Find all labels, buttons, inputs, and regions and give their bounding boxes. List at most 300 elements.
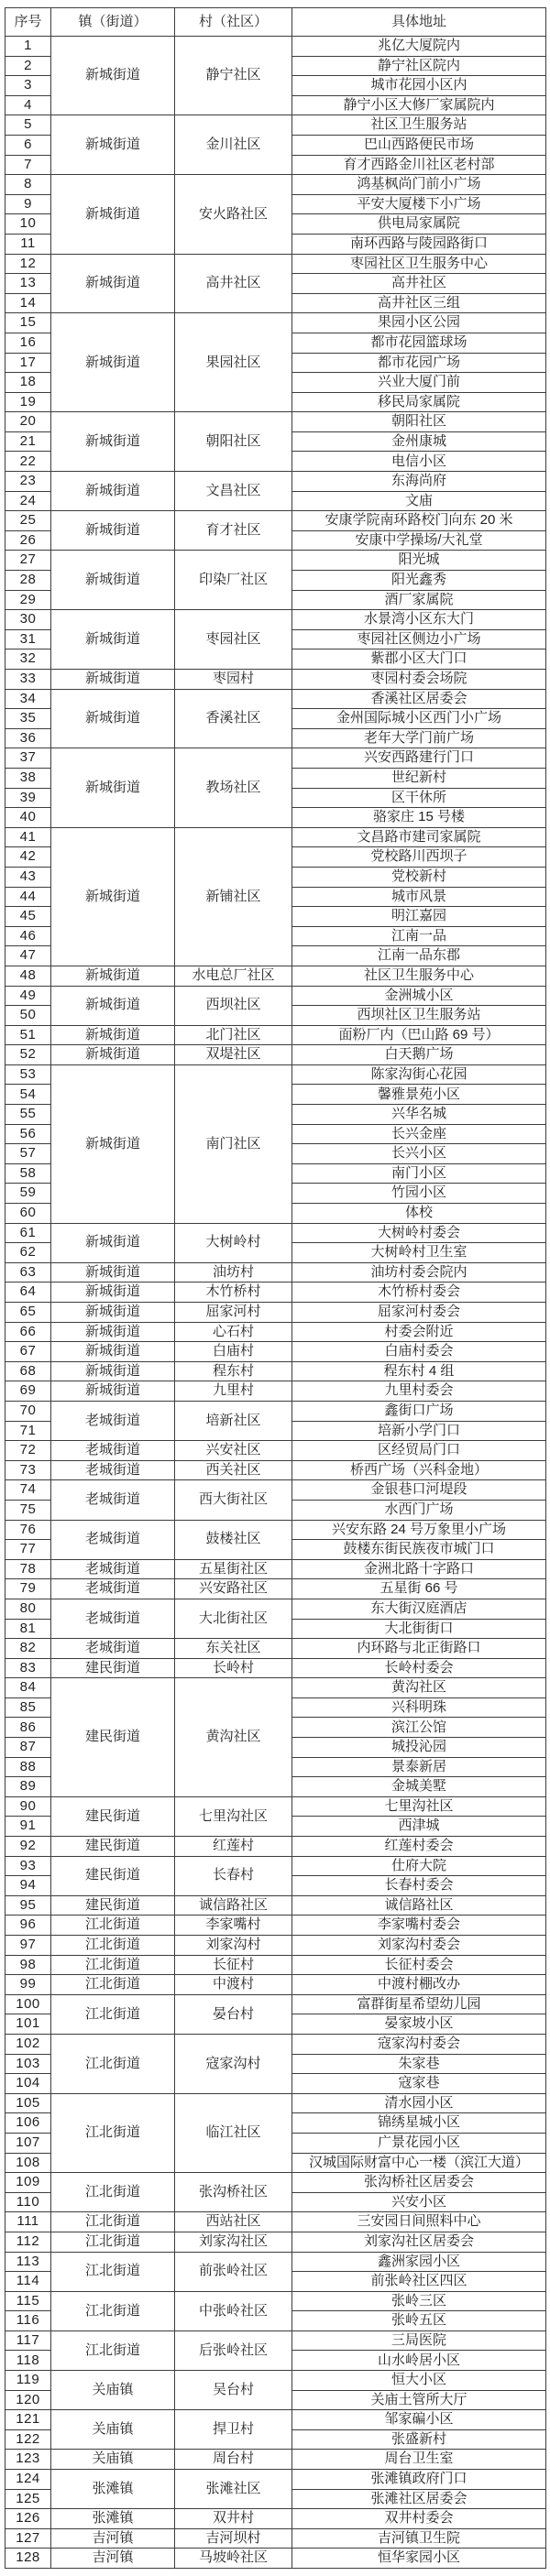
table-row	[6, 1936, 546, 1956]
village-cell: 七里沟社区	[175, 1796, 292, 1836]
address-cell: 张岭三区	[292, 2291, 546, 2311]
table-row	[6, 2509, 546, 2529]
row-number-cell: 12	[6, 254, 51, 274]
row-number-cell: 28	[6, 571, 51, 591]
address-cell: 紫郡小区大门口	[292, 649, 546, 670]
village-cell: 捍卫村	[175, 2410, 292, 2450]
table-row	[6, 1342, 546, 1362]
village-cell: 周台村	[175, 2450, 292, 2470]
address-cell: 张盛新村	[292, 2429, 546, 2450]
row-number-cell: 18	[6, 373, 51, 393]
address-cell: 恒华家园小区	[292, 2549, 546, 2569]
row-number-cell: 124	[6, 2470, 51, 2490]
row-number-cell: 55	[6, 1105, 51, 1125]
row-number-cell: 47	[6, 946, 51, 966]
row-number-cell: 40	[6, 808, 51, 828]
address-cell: 兴安东路 24 号万象里小广场	[292, 1520, 546, 1540]
row-number-cell: 17	[6, 353, 51, 373]
address-cell: 社区卫生服务中心	[292, 966, 546, 986]
row-number-cell: 30	[6, 610, 51, 630]
village-cell: 北门社区	[175, 1025, 292, 1045]
table-row	[6, 1025, 546, 1045]
row-number-cell: 35	[6, 709, 51, 729]
village-cell: 果园社区	[175, 313, 292, 412]
address-cell: 朝阳社区	[292, 412, 546, 432]
village-cell: 张沟桥社区	[175, 2173, 292, 2212]
address-cell: 南环西路与陵园路街口	[292, 234, 546, 254]
town-cell: 老城街道	[51, 1441, 175, 1461]
village-cell: 兴安路社区	[175, 1579, 292, 1599]
table-row	[6, 2093, 546, 2113]
address-cell: 诚信路社区	[292, 1895, 546, 1916]
town-cell: 江北街道	[51, 2173, 175, 2212]
row-number-cell: 116	[6, 2311, 51, 2331]
town-cell: 新城街道	[51, 670, 175, 690]
address-cell: 七里沟社区	[292, 1796, 546, 1817]
address-cell: 清水园小区	[292, 2093, 546, 2113]
row-number-cell: 104	[6, 2074, 51, 2094]
row-number-cell: 61	[6, 1223, 51, 1243]
row-number-cell: 105	[6, 2093, 51, 2113]
table-row	[6, 1064, 546, 1085]
village-cell: 安火路社区	[175, 175, 292, 254]
row-number-cell: 27	[6, 551, 51, 571]
row-number-cell: 74	[6, 1480, 51, 1501]
row-number-cell: 75	[6, 1500, 51, 1520]
row-number-cell: 39	[6, 788, 51, 808]
address-cell: 鼓楼东街民族夜市城门口	[292, 1540, 546, 1560]
address-cell: 朱家巷	[292, 2054, 546, 2074]
town-cell: 新城街道	[51, 412, 175, 472]
table-row	[6, 986, 546, 1006]
town-cell: 老城街道	[51, 1480, 175, 1520]
address-cell: 鸿基枫尚门前小广场	[292, 175, 546, 195]
row-number-cell: 21	[6, 431, 51, 452]
town-cell: 江北街道	[51, 2034, 175, 2093]
village-cell: 双堤社区	[175, 1045, 292, 1065]
address-table	[5, 7, 546, 2569]
row-number-cell: 19	[6, 392, 51, 412]
address-cell: 内环路与北正街路口	[292, 1639, 546, 1659]
table-row	[6, 313, 546, 333]
address-cell: 兴安西路建行门口	[292, 748, 546, 769]
row-number-cell: 128	[6, 2549, 51, 2569]
village-cell: 张滩社区	[175, 2470, 292, 2509]
address-cell: 大树岭村委会	[292, 1223, 546, 1243]
column-header-town: 镇（街道）	[51, 8, 175, 37]
row-number-cell: 6	[6, 135, 51, 155]
address-cell: 兴业大厦门前	[292, 373, 546, 393]
row-number-cell: 59	[6, 1184, 51, 1204]
address-cell: 区干休所	[292, 788, 546, 808]
row-number-cell: 80	[6, 1599, 51, 1619]
row-number-cell: 14	[6, 293, 51, 313]
row-number-cell: 78	[6, 1559, 51, 1579]
village-cell: 五星街社区	[175, 1559, 292, 1579]
address-cell: 大北街街口	[292, 1619, 546, 1639]
town-cell: 新城街道	[51, 1064, 175, 1223]
village-cell: 长征村	[175, 1955, 292, 1975]
row-number-cell: 127	[6, 2528, 51, 2549]
row-number-cell: 125	[6, 2489, 51, 2509]
address-cell: 张滩社区居委会	[292, 2489, 546, 2509]
town-cell: 建民街道	[51, 1796, 175, 1836]
address-cell: 木竹桥村委会	[292, 1283, 546, 1303]
row-number-cell: 82	[6, 1639, 51, 1659]
village-cell: 西关社区	[175, 1460, 292, 1480]
address-cell: 南门小区	[292, 1163, 546, 1184]
row-number-cell: 106	[6, 2113, 51, 2134]
address-cell: 水景湾小区东大门	[292, 610, 546, 630]
row-number-cell: 108	[6, 2153, 51, 2173]
address-cell: 大树岭村卫生室	[292, 1243, 546, 1263]
address-cell: 晏家坡小区	[292, 2014, 546, 2035]
address-cell: 长春村委会	[292, 1876, 546, 1896]
row-number-cell: 15	[6, 313, 51, 333]
row-number-cell: 10	[6, 214, 51, 235]
address-cell: 鑫街口广场	[292, 1401, 546, 1421]
address-cell: 山水岭居小区	[292, 2351, 546, 2371]
town-cell: 老城街道	[51, 1559, 175, 1579]
row-number-cell: 112	[6, 2232, 51, 2252]
town-cell: 江北街道	[51, 2232, 175, 2252]
village-cell: 东关社区	[175, 1639, 292, 1659]
table-row	[6, 1441, 546, 1461]
row-number-cell: 60	[6, 1204, 51, 1224]
table-row	[6, 2291, 546, 2311]
row-number-cell: 45	[6, 907, 51, 927]
row-number-cell: 83	[6, 1658, 51, 1678]
address-cell: 前张岭社区四区	[292, 2272, 546, 2292]
address-cell: 金州国际城小区西门小广场	[292, 709, 546, 729]
town-cell: 新城街道	[51, 689, 175, 748]
table-row	[6, 2232, 546, 2252]
village-cell: 西大街社区	[175, 1480, 292, 1520]
town-cell: 江北街道	[51, 2291, 175, 2330]
address-cell: 张滩镇政府门口	[292, 2470, 546, 2490]
table-row	[6, 1223, 546, 1243]
address-cell: 刘家沟社区居委会	[292, 2232, 546, 2252]
row-number-cell: 97	[6, 1936, 51, 1956]
row-number-cell: 37	[6, 748, 51, 769]
address-cell: 张沟桥社区居委会	[292, 2173, 546, 2193]
row-number-cell: 48	[6, 966, 51, 986]
town-cell: 关庙镇	[51, 2450, 175, 2470]
row-number-cell: 54	[6, 1085, 51, 1105]
table-row	[6, 37, 546, 57]
village-cell: 大树岭村	[175, 1223, 292, 1262]
town-cell: 江北街道	[51, 2212, 175, 2232]
table-row	[6, 2528, 546, 2549]
row-number-cell: 9	[6, 194, 51, 214]
address-cell: 都市花园广场	[292, 353, 546, 373]
village-cell: 大北街社区	[175, 1599, 292, 1638]
village-cell: 鼓楼社区	[175, 1520, 292, 1559]
table-row	[6, 1856, 546, 1876]
village-cell: 印染厂社区	[175, 551, 292, 610]
row-number-cell: 2	[6, 56, 51, 76]
address-cell: 老年大学门前广场	[292, 728, 546, 748]
village-cell: 金川社区	[175, 115, 292, 175]
row-number-cell: 5	[6, 115, 51, 136]
address-cell: 李家嘴村委会	[292, 1916, 546, 1936]
table-row	[6, 175, 546, 195]
town-cell: 新城街道	[51, 1381, 175, 1402]
address-cell: 陈家沟街心花园	[292, 1064, 546, 1085]
village-cell: 枣园社区	[175, 610, 292, 670]
table-row	[6, 1955, 546, 1975]
town-cell: 新城街道	[51, 1283, 175, 1303]
column-header-village: 村（社区）	[175, 8, 292, 37]
address-cell: 白天鹅广场	[292, 1045, 546, 1065]
row-number-cell: 56	[6, 1124, 51, 1144]
address-cell: 平安大厦楼下小广场	[292, 194, 546, 214]
town-cell: 老城街道	[51, 1401, 175, 1440]
row-number-cell: 120	[6, 2390, 51, 2410]
table-row	[6, 827, 546, 847]
town-cell: 老城街道	[51, 1639, 175, 1659]
village-cell: 红莲村	[175, 1837, 292, 1857]
row-number-cell: 81	[6, 1619, 51, 1639]
row-number-cell: 11	[6, 234, 51, 254]
table-row	[6, 1916, 546, 1936]
row-number-cell: 57	[6, 1144, 51, 1164]
row-number-cell: 91	[6, 1817, 51, 1837]
village-cell: 九里村	[175, 1381, 292, 1402]
row-number-cell: 68	[6, 1361, 51, 1381]
address-cell: 党校新村	[292, 867, 546, 887]
row-number-cell: 111	[6, 2212, 51, 2232]
row-number-cell: 107	[6, 2133, 51, 2153]
address-cell: 五星街 66 号	[292, 1579, 546, 1599]
row-number-cell: 99	[6, 1975, 51, 1995]
table-row	[6, 1480, 546, 1501]
address-cell: 村委会附近	[292, 1322, 546, 1342]
row-number-cell: 98	[6, 1955, 51, 1975]
town-cell: 关庙镇	[51, 2410, 175, 2450]
row-number-cell: 95	[6, 1895, 51, 1916]
village-cell: 临江社区	[175, 2093, 292, 2172]
row-number-cell: 119	[6, 2371, 51, 2391]
table-row	[6, 115, 546, 136]
town-cell: 吉河镇	[51, 2549, 175, 2569]
village-cell: 双井村	[175, 2509, 292, 2529]
table-row	[6, 670, 546, 690]
town-cell: 新城街道	[51, 175, 175, 254]
address-cell: 文昌路市建司家属院	[292, 827, 546, 847]
village-cell: 白庙村	[175, 1342, 292, 1362]
table-row	[6, 2173, 546, 2193]
village-cell: 香溪社区	[175, 689, 292, 748]
village-cell: 长岭村	[175, 1658, 292, 1678]
town-cell: 江北街道	[51, 1994, 175, 2034]
address-cell: 酒厂家属院	[292, 590, 546, 610]
row-number-cell: 117	[6, 2330, 51, 2351]
town-cell: 新城街道	[51, 748, 175, 827]
address-cell: 高井社区三组	[292, 293, 546, 313]
village-cell: 李家嘴村	[175, 1916, 292, 1936]
village-cell: 黄沟社区	[175, 1678, 292, 1797]
table-row	[6, 511, 546, 531]
row-number-cell: 8	[6, 175, 51, 195]
row-number-cell: 44	[6, 887, 51, 907]
town-cell: 新城街道	[51, 610, 175, 670]
address-cell: 安康学院南环路校门向东 20 米	[292, 511, 546, 531]
address-cell: 育才西路金川社区老村部	[292, 155, 546, 175]
row-number-cell: 52	[6, 1045, 51, 1065]
table-row	[6, 2470, 546, 2490]
town-cell: 新城街道	[51, 1361, 175, 1381]
row-number-cell: 90	[6, 1796, 51, 1817]
table-row	[6, 1895, 546, 1916]
address-cell: 移民局家属院	[292, 392, 546, 412]
row-number-cell: 67	[6, 1342, 51, 1362]
table-row	[6, 1262, 546, 1283]
row-number-cell: 42	[6, 847, 51, 868]
town-cell: 新城街道	[51, 551, 175, 610]
village-cell: 心石村	[175, 1322, 292, 1342]
address-cell: 西坝社区卫生服务站	[292, 1006, 546, 1026]
row-number-cell: 46	[6, 926, 51, 946]
village-cell: 诚信路社区	[175, 1895, 292, 1916]
address-cell: 馨雅景苑小区	[292, 1085, 546, 1105]
address-cell: 静宁小区大修厂家属院内	[292, 95, 546, 115]
address-cell: 富群街星希望幼儿园	[292, 1994, 546, 2014]
row-number-cell: 113	[6, 2252, 51, 2272]
town-cell: 老城街道	[51, 1579, 175, 1599]
address-cell: 仕府大院	[292, 1856, 546, 1876]
town-cell: 新城街道	[51, 115, 175, 175]
table-row	[6, 1994, 546, 2014]
village-cell: 屈家河村	[175, 1303, 292, 1323]
address-cell: 党校路川西坝子	[292, 847, 546, 868]
table-row	[6, 610, 546, 630]
town-cell: 新城街道	[51, 966, 175, 986]
town-cell: 建民街道	[51, 1856, 175, 1895]
row-number-cell: 24	[6, 491, 51, 511]
row-number-cell: 38	[6, 768, 51, 788]
town-cell: 老城街道	[51, 1599, 175, 1638]
town-cell: 江北街道	[51, 1916, 175, 1936]
row-number-cell: 13	[6, 274, 51, 294]
address-cell: 景泰新居	[292, 1757, 546, 1777]
table-row	[6, 1658, 546, 1678]
table-row	[6, 2330, 546, 2351]
address-cell: 九里村委会	[292, 1381, 546, 1402]
row-number-cell: 87	[6, 1738, 51, 1758]
village-cell: 西坝社区	[175, 986, 292, 1025]
town-cell: 江北街道	[51, 1975, 175, 1995]
row-number-cell: 85	[6, 1697, 51, 1718]
village-cell: 程东村	[175, 1361, 292, 1381]
village-cell: 吉河坝村	[175, 2528, 292, 2549]
town-cell: 老城街道	[51, 1460, 175, 1480]
town-cell: 关庙镇	[51, 2371, 175, 2410]
address-cell: 高井社区	[292, 274, 546, 294]
address-cell: 兴华名城	[292, 1105, 546, 1125]
row-number-cell: 123	[6, 2450, 51, 2470]
address-cell: 长岭村委会	[292, 1658, 546, 1678]
row-number-cell: 84	[6, 1678, 51, 1698]
village-cell: 教场社区	[175, 748, 292, 827]
row-number-cell: 7	[6, 155, 51, 175]
table-row	[6, 1559, 546, 1579]
address-cell: 城投沁园	[292, 1738, 546, 1758]
row-number-cell: 79	[6, 1579, 51, 1599]
table-row	[6, 472, 546, 492]
row-number-cell: 103	[6, 2054, 51, 2074]
address-cell: 恒大小区	[292, 2371, 546, 2391]
address-cell: 兴安小区	[292, 2192, 546, 2212]
address-cell: 城市风景	[292, 887, 546, 907]
table-row	[6, 748, 546, 769]
column-header-address: 具体地址	[292, 8, 546, 37]
address-cell: 枣园社区卫生服务中心	[292, 254, 546, 274]
address-cell: 竹园小区	[292, 1184, 546, 1204]
village-cell: 刘家沟社区	[175, 2232, 292, 2252]
table-row	[6, 1975, 546, 1995]
row-number-cell: 77	[6, 1540, 51, 1560]
village-cell: 新铺社区	[175, 827, 292, 966]
address-cell: 刘家沟村委会	[292, 1936, 546, 1956]
address-cell: 骆家庄 15 号楼	[292, 808, 546, 828]
table-row	[6, 1639, 546, 1659]
row-number-cell: 1	[6, 37, 51, 57]
village-cell: 培新社区	[175, 1401, 292, 1440]
village-cell: 马坡岭社区	[175, 2549, 292, 2569]
town-cell: 新城街道	[51, 1223, 175, 1262]
village-cell: 西站社区	[175, 2212, 292, 2232]
table-row	[6, 1796, 546, 1817]
row-number-cell: 89	[6, 1777, 51, 1797]
address-cell: 三安园日间照料中心	[292, 2212, 546, 2232]
row-number-cell: 23	[6, 472, 51, 492]
town-cell: 建民街道	[51, 1678, 175, 1797]
address-cell: 都市花园篮球场	[292, 333, 546, 353]
row-number-cell: 50	[6, 1006, 51, 1026]
address-cell: 双井村委会	[292, 2509, 546, 2529]
address-cell: 阳光鑫秀	[292, 571, 546, 591]
address-cell: 电信小区	[292, 452, 546, 472]
address-cell: 区经贸局门口	[292, 1441, 546, 1461]
table-row	[6, 412, 546, 432]
address-cell: 长征村委会	[292, 1955, 546, 1975]
row-number-cell: 63	[6, 1262, 51, 1283]
row-number-cell: 86	[6, 1718, 51, 1738]
address-cell: 锦绣星城小区	[292, 2113, 546, 2134]
row-number-cell: 16	[6, 333, 51, 353]
table-row	[6, 2450, 546, 2470]
address-cell: 兴科明珠	[292, 1697, 546, 1718]
address-cell: 金洲城小区	[292, 986, 546, 1006]
village-cell: 晏台村	[175, 1994, 292, 2034]
address-cell: 寇家巷	[292, 2074, 546, 2094]
address-cell: 供电局家属院	[292, 214, 546, 235]
address-cell: 世纪新村	[292, 768, 546, 788]
row-number-cell: 122	[6, 2429, 51, 2450]
address-cell: 水西门广场	[292, 1500, 546, 1520]
address-cell: 金州康城	[292, 431, 546, 452]
village-cell: 高井社区	[175, 254, 292, 313]
address-cell: 金城美墅	[292, 1777, 546, 1797]
village-cell: 朝阳社区	[175, 412, 292, 472]
table-row	[6, 551, 546, 571]
row-number-cell: 121	[6, 2410, 51, 2430]
village-cell: 水电总厂社区	[175, 966, 292, 986]
village-cell: 前张岭社区	[175, 2252, 292, 2291]
row-number-cell: 118	[6, 2351, 51, 2371]
table-row	[6, 254, 546, 274]
